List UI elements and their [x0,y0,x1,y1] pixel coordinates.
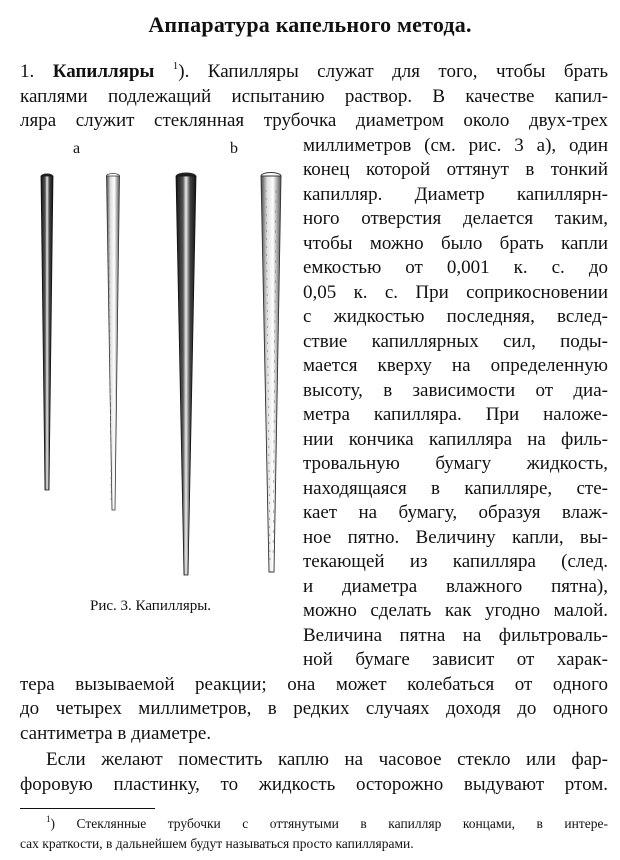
text-line: миллиметров (см. рис. 3 а), один [303,134,608,156]
text-line: нии кончика капилляра на филь- [303,428,608,450]
capillaries-illustration [28,160,288,585]
text-line: конец которой оттянут в тонкий [303,159,608,180]
text-line: высоту, в зависимости от диа- [303,379,608,401]
text-line: Если желают поместить каплю на часовое стекло или фар- [46,749,608,770]
text-line: ствие капиллярных сил, поды- [303,330,608,352]
text-line: кает на бумагу, образуя влаж- [303,502,608,523]
footnote-rule [20,808,155,809]
text-line: до четырех миллиметров, в редких случаях доходя до одного [20,698,608,719]
text-line: ной бумаге зависит от харак- [303,649,608,670]
text-line: можно сделать как угодно малой. [303,600,608,621]
text-line: находящаяся в капилляре, сте- [303,477,608,499]
text-line: метра капилляра. При наложе- [303,404,608,425]
figure-label-b: b [230,140,238,157]
footnote-text: ) Стеклянные трубочки с оттянутыми в капилляр концами, в интере- [50,816,608,831]
text-line: Величина пятна на фильтроваль- [303,624,608,646]
figure-label-a: a [73,140,81,157]
text-line: с жидкостью последняя, вслед- [303,306,608,327]
text-line: ляра служит стеклянная трубочка диаметром около двух-трех [20,110,608,131]
footnote-ref: 1 [172,60,179,72]
text-line: ного отверстия делается таким, [303,208,608,229]
item-heading: Капилляры [52,61,155,82]
figure-caption: Рис. 3. Капилляры. [90,598,212,614]
text-line: ное пятно. Величину капли, вы- [303,526,608,548]
text-line-rest: ). Капилляры служат для того, чтобы брать [178,61,609,82]
item-number: 1. [20,61,53,82]
footnote-line: сах краткости, в дальнейшем будут называться просто капиллярами. [20,836,414,851]
capillary-3 [176,173,196,576]
text-line: каплями подлежащий испытанию раствор. В качестве капил- [20,85,608,107]
text-line: тера вызываемой реакции; она может колебаться от одного [20,673,608,695]
text-line: чтобы можно было брать капли [303,232,608,254]
capillary-2 [107,174,120,511]
capillary-1 [41,174,53,491]
text-line [20,60,608,85]
capillary-4 [261,173,281,573]
text-line: 0,05 к. с. При соприкосновении [303,281,608,303]
text-line: мается кверху на определенную [303,355,608,376]
footnote-line [46,814,608,834]
text-line: текающей из капилляра (след. [303,551,608,572]
text-line: сантиметра в диаметре. [20,722,212,744]
text-line: тровальную бумагу жидкость, [303,453,608,474]
section-title: Аппаратура капельного метода. [148,12,472,37]
text-line: емкостью от 0,001 к. с. до [303,257,608,278]
footnote-marker: 1 [46,814,51,824]
text-line: капилляр. Диаметр капиллярн- [303,183,608,205]
text-line: форовую пластинку, то жидкость осторожно выдувают ртом. [20,773,608,795]
text-line: и диаметра влажного пятна), [303,575,608,597]
